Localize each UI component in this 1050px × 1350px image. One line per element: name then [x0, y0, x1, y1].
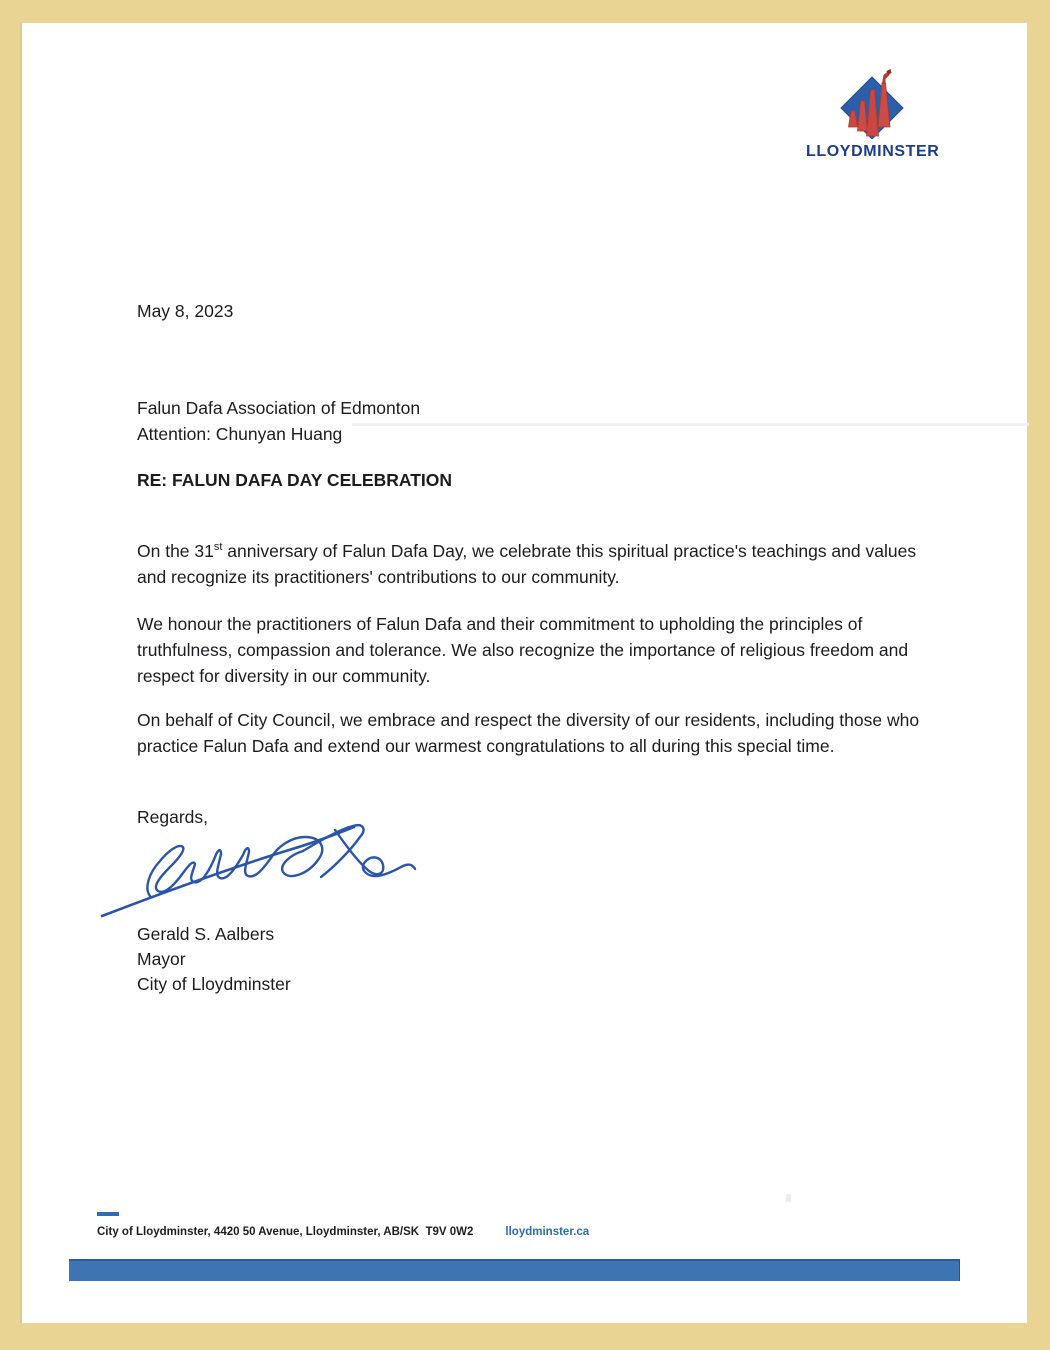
logo-wordmark: LLOYDMINSTER: [806, 143, 940, 160]
closing-line: Regards,: [137, 807, 209, 827]
signer-name: Gerald S. Aalbers: [137, 924, 275, 944]
signer-org: City of Lloydminster: [137, 974, 291, 994]
logo-diamond-icon: [836, 63, 908, 139]
subject-line: RE: FALUN DAFA DAY CELEBRATION: [137, 470, 453, 490]
paragraph-1-rest: anniversary of Falun Dafa Day, we celebrate this spiritual practice's teachings and values and recognize its practitioners' contributions to our community.: [137, 541, 917, 587]
signer-title: Mayor: [137, 949, 186, 969]
scan-artifact-speck: [786, 1194, 791, 1202]
signer-block: [137, 922, 291, 997]
paragraph-1-prefix: On the 31: [137, 541, 214, 561]
paragraph-3: On behalf of City Council, we embrace and respect the diversity of our residents, including those who practice Falun Dafa and extend our warmest congratulations to all during this special time.: [137, 710, 920, 756]
footer-rule: [97, 1212, 119, 1216]
paragraph-2: We honour the practitioners of Falun Dafa and their commitment to upholding the principles of truthfulness, compassion and tolerance. We also recognize the importance of religious freedom and respect for diversity in our community.: [137, 614, 909, 686]
lloydminster-logo: [806, 63, 938, 161]
recipient-org: Falun Dafa Association of Edmonton: [137, 398, 421, 418]
scan-artifact-line: [352, 423, 1029, 426]
recipient-block: [137, 395, 420, 447]
letter-page: [20, 23, 1027, 1323]
footer-address: City of Lloydminster, 4420 50 Avenue, Lloydminster, AB/SK T9V 0W2: [97, 1226, 474, 1238]
ordinal-superscript: st: [213, 541, 223, 554]
footer-website-link[interactable]: lloydminster.ca: [505, 1226, 590, 1238]
handwritten-signature-icon: [94, 818, 430, 922]
footer-address-line: [97, 1226, 589, 1238]
date-line: May 8, 2023: [137, 301, 234, 321]
recipient-attention: Attention: Chunyan Huang: [137, 424, 343, 444]
paragraph-1: [137, 538, 925, 590]
bottom-accent-bar: [69, 1259, 960, 1281]
